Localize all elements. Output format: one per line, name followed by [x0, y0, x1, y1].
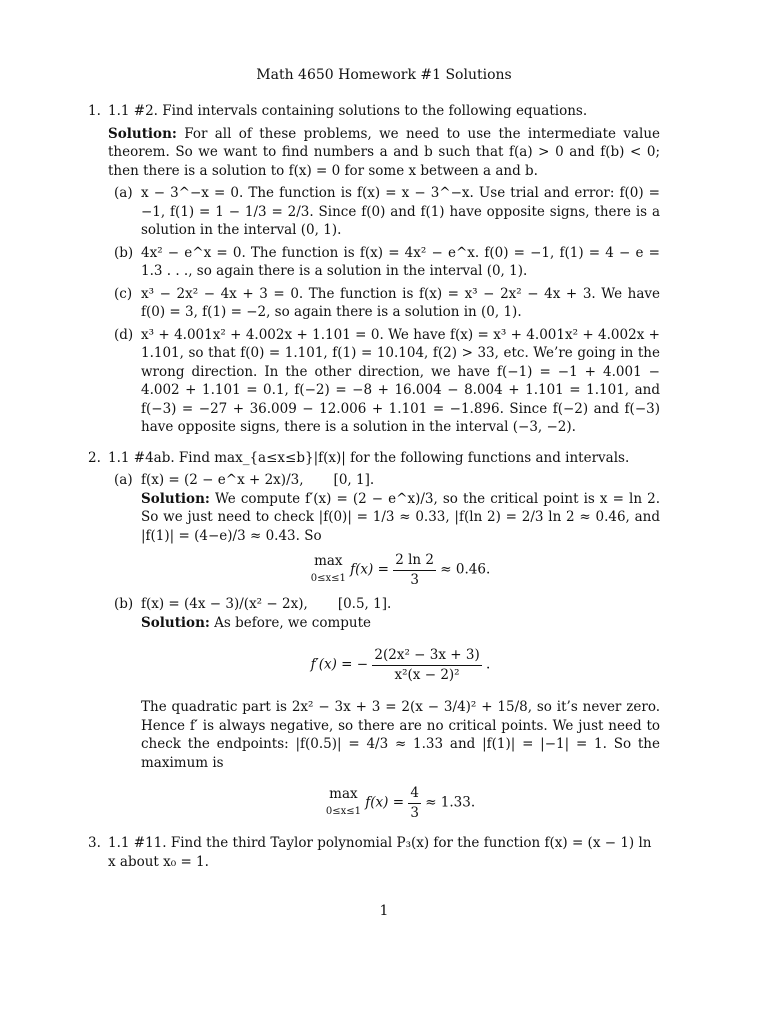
solution-label: Solution:	[108, 125, 177, 142]
fraction	[408, 784, 421, 822]
max-operator	[326, 785, 361, 822]
solution-label: Solution:	[141, 614, 210, 631]
part-label: (a)	[114, 185, 133, 201]
problem-2	[88, 449, 660, 823]
equation-rhs: ≈ 1.33.	[425, 794, 476, 811]
equation-lhs: f(x) =	[350, 561, 389, 578]
numerator: 4	[408, 784, 421, 804]
display-equation	[141, 646, 660, 684]
problem-number: 1.	[88, 103, 101, 119]
part-label: (b)	[114, 596, 134, 612]
solution-paragraph	[108, 125, 660, 181]
problem-1	[88, 102, 660, 437]
interval: [0, 1].	[333, 472, 375, 488]
fraction	[372, 646, 481, 684]
interval: [0.5, 1].	[337, 596, 392, 612]
denominator: 3	[410, 571, 419, 588]
part-text: 4x² − e^x = 0. The function is f(x) = 4x² − e^x. f(0) = −1, f(1) = 4 − e = 1.3 . . ., so again there is a solution in the interval (0, 1).	[141, 244, 660, 279]
denominator: x²(x − 2)²	[394, 666, 460, 683]
problem-heading: 1.1 #11. Find the third Taylor polynomial P₃(x) for the function f(x) = (x − 1) ln x about x₀ = 1.	[108, 835, 652, 870]
part-label: (b)	[114, 244, 134, 261]
numerator: 2(2x² − 3x + 3)	[372, 646, 481, 666]
function-statement	[141, 471, 660, 490]
part-b	[108, 595, 660, 822]
page-title: Math 4650 Homework #1 Solutions	[256, 67, 512, 83]
part-text: x³ − 2x² − 4x + 3 = 0. The function is f(x) = x³ − 2x² − 4x + 3. We have f(0) = 3, f(1) = −2, so again there is a solution in (0, 1).	[141, 285, 660, 320]
max-range: 0≤x≤1	[325, 806, 361, 817]
part-label: (c)	[114, 285, 133, 302]
denominator: 3	[410, 804, 419, 821]
part-text: x³ + 4.001x² + 4.002x + 1.101 = 0. We have f(x) = x³ + 4.001x² + 4.002x + 1.101, so that f(0) = 1.101, f(1) = 10.104, f(2) > 33, etc. We’re going in the wrong direction. In the other direction, we have f(−1) = −1 + 4.001 − 4.002 + 1.101 = 0.1, f(−2) = −8 + 16.004 − 8.004 + 1.101 = 1.101, and f(−3) = −27 + 36.009 − 12.006 + 1.101 = −1.896. Since f(−2) and f(−3) have opposite signs, there is a solution in the interval (−3, −2).	[141, 326, 660, 435]
part-a	[108, 471, 660, 589]
equation-lhs: f′(x) = −	[310, 656, 369, 673]
problem-heading: 1.1 #4ab. Find max_{a≤x≤b}|f(x)| for the following functions and intervals.	[108, 449, 630, 466]
part-a	[108, 184, 660, 240]
solution-paragraph	[141, 490, 660, 546]
solution-text: We compute f′(x) = (2 − e^x)/3, so the critical point is x = ln 2. So we just need to check |f(0)| = 1/3 ≈ 0.33, |f(ln 2) = 2/3 ln 2 ≈ 0.46, and |f(1)| = (4−e)/3 ≈ 0.43. So	[141, 490, 660, 544]
max-label: max	[314, 552, 343, 569]
max-operator	[311, 552, 346, 589]
function-statement	[141, 595, 660, 614]
solution-text: For all of these problems, we need to use the intermediate value theorem. So we want to find numbers a and b such that f(a) > 0 and f(b) < 0; then there is a solution to f(x) = 0 for some x between a and b.	[108, 125, 661, 179]
numerator: 2 ln 2	[393, 551, 436, 571]
problem-3	[88, 834, 660, 871]
solution-text: As before, we compute	[214, 614, 371, 631]
problem-number: 3.	[88, 835, 101, 851]
part-label: (d)	[114, 326, 134, 343]
display-equation	[141, 784, 660, 822]
display-equation	[141, 551, 660, 589]
part-d	[108, 326, 660, 437]
function-definition: f(x) = (2 − e^x + 2x)/3,	[141, 472, 304, 488]
function-definition: f(x) = (4x − 3)/(x² − 2x),	[141, 596, 308, 612]
problem-heading: 1.1 #2. Find intervals containing solutions to the following equations.	[108, 103, 588, 119]
part-text: x − 3^−x = 0. The function is f(x) = x − 3^−x. Use trial and error: f(0) = −1, f(1) = 1 − 1/3 = 2/3. Since f(0) and f(1) have opposite signs, there is a solution in the interval (0, 1).	[141, 185, 660, 238]
solution-paragraph	[141, 614, 660, 633]
max-range: 0≤x≤1	[310, 573, 346, 584]
equation-rhs: ≈ 0.46.	[440, 561, 491, 578]
part-c	[108, 285, 660, 322]
max-label: max	[329, 785, 358, 802]
solution-label: Solution:	[141, 490, 210, 507]
page-number: 1	[379, 903, 389, 919]
solution-text-2: The quadratic part is 2x² − 3x + 3 = 2(x − 3/4)² + 15/8, so it’s never zero. Hence f′ is always negative, so there are no critical points. We just need to check the endpoints: |f(0.5)| = 4/3 ≈ 1.33 and |f(1)| = |−1| = 1. So the maximum is	[141, 699, 660, 771]
part-b	[108, 244, 660, 281]
document-body	[88, 102, 660, 871]
equation-lhs: f(x) =	[365, 794, 405, 811]
part-label: (a)	[114, 472, 133, 488]
equation-rhs: .	[486, 656, 491, 673]
fraction	[393, 551, 436, 589]
problem-number: 2.	[88, 449, 101, 466]
